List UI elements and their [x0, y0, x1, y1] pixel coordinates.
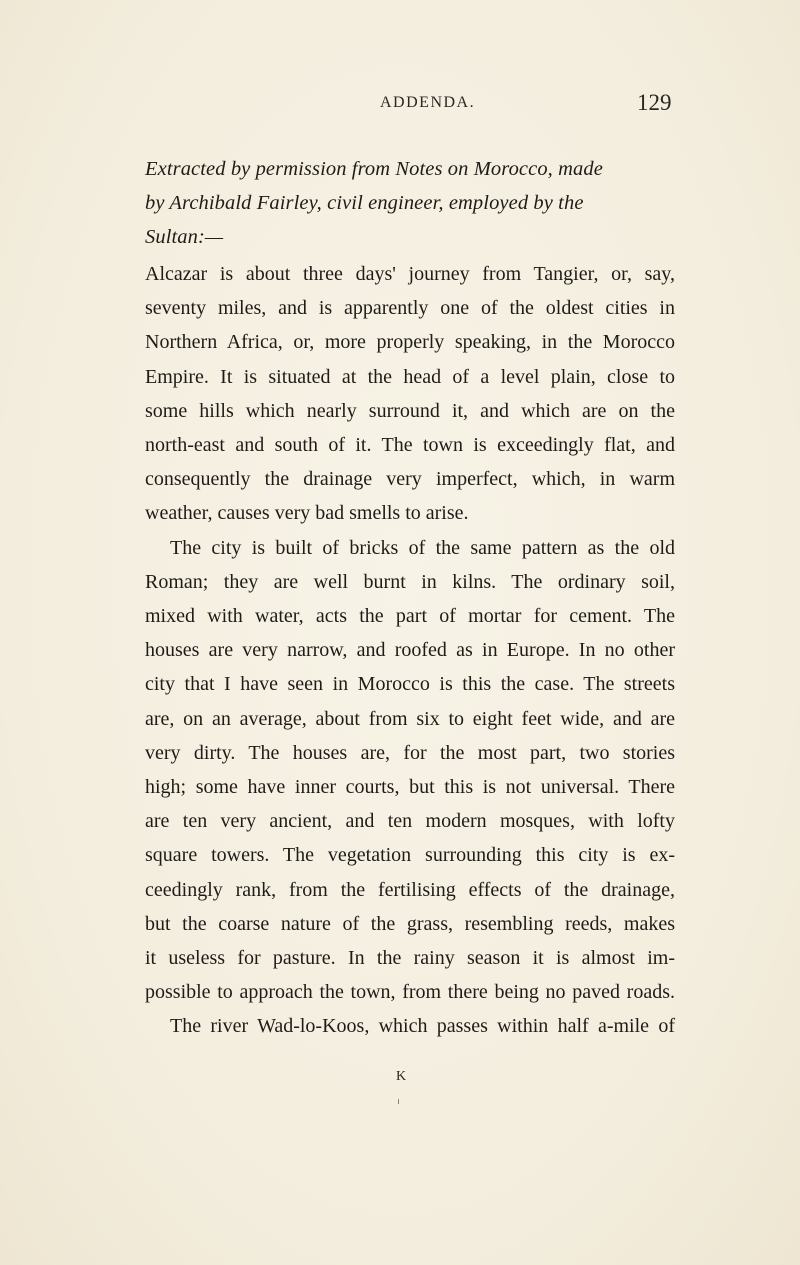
body-line: very dirty. The houses are, for the most part, two stories	[145, 741, 675, 764]
page-header	[0, 90, 800, 124]
body-line: possible to approach the town, from there being no paved roads.	[145, 981, 675, 1004]
body-line: square towers. The vegetation surrounding this city is ex-	[145, 844, 675, 867]
body-line: north-east and south of it. The town is exceedingly flat, and	[145, 434, 675, 457]
body-line: some hills which nearly surround it, and which are on the	[145, 399, 675, 422]
intro-line: Sultan:—	[145, 226, 224, 248]
body-text	[145, 257, 675, 1044]
body-line: are, on an average, about from six to eight feet wide, and are	[145, 707, 675, 730]
body-line: houses are very narrow, and roofed as in Europe. In no other	[145, 639, 675, 662]
intro-note	[145, 152, 675, 254]
body-line: Northern Africa, or, more properly speaking, in the Morocco	[145, 331, 675, 354]
body-line: Roman; they are well burnt in kilns. The ordinary soil,	[145, 570, 675, 593]
intro-line: Extracted by permission from Notes on Morocco, made	[145, 158, 603, 180]
body-line: city that I have seen in Morocco is this the case. The streets	[145, 673, 675, 696]
body-line: seventy miles, and is apparently one of the oldest cities in	[145, 297, 675, 320]
body-line: ceedingly rank, from the fertilising effects of the drainage,	[145, 878, 675, 901]
body-line: The city is built of bricks of the same pattern as the old	[170, 536, 675, 559]
page-number: 129	[637, 90, 672, 115]
body-line: Empire. It is situated at the head of a level plain, close to	[145, 365, 675, 388]
signature-mark: K	[396, 1069, 407, 1084]
intro-line: by Archibald Fairley, civil engineer, employed by the	[145, 192, 584, 214]
body-line: are ten very ancient, and ten modern mosques, with lofty	[145, 810, 675, 833]
running-head: ADDENDA.	[380, 94, 476, 111]
body-line: weather, causes very bad smells to arise.	[145, 502, 469, 525]
body-line: consequently the drainage very imperfect, which, in warm	[145, 468, 675, 491]
body-line: The river Wad-lo-Koos, which passes within half a-mile of	[170, 1015, 675, 1038]
body-line: it useless for pasture. In the rainy season it is almost im-	[145, 947, 675, 970]
body-line: high; some have inner courts, but this is not universal. There	[145, 776, 675, 799]
body-line: but the coarse nature of the grass, resembling reeds, makes	[145, 912, 675, 935]
paper-speck	[398, 1099, 399, 1104]
body-line: mixed with water, acts the part of mortar for cement. The	[145, 605, 675, 628]
body-line: Alcazar is about three days' journey from Tangier, or, say,	[145, 263, 675, 285]
